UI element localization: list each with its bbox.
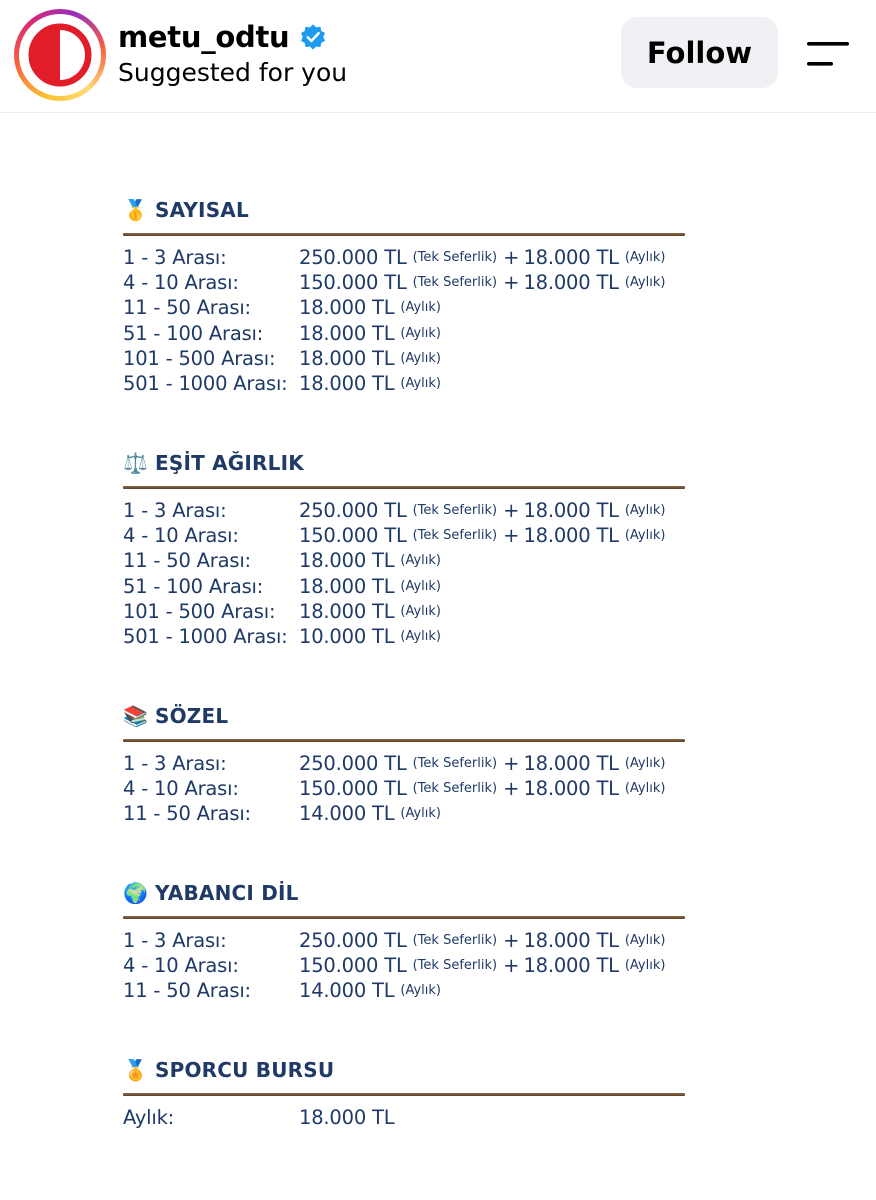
amount-note: (Aylık)	[624, 250, 666, 266]
section-title	[123, 701, 688, 731]
rank-range: 11 - 50 Arası:	[123, 549, 251, 573]
section-divider	[123, 1093, 685, 1096]
table-row	[123, 978, 688, 1003]
amount-primary: 18.000 TL	[299, 372, 395, 396]
amount-secondary: 18.000 TL	[523, 499, 619, 523]
section-divider	[123, 739, 685, 742]
rank-range: 11 - 50 Arası:	[123, 296, 251, 320]
table-row	[123, 295, 688, 320]
amount-note: (Tek Seferlik)	[412, 250, 498, 266]
amount-primary: 18.000 TL	[299, 574, 395, 598]
amount-primary: 18.000 TL	[299, 1106, 395, 1130]
table-row	[123, 245, 688, 270]
username[interactable]: metu_odtu	[118, 20, 290, 54]
amount-note: (Aylık)	[400, 325, 442, 341]
rank-range: 1 - 3 Arası:	[123, 499, 227, 523]
table-row	[123, 371, 688, 396]
table-row	[123, 599, 688, 624]
rank-range: 1 - 3 Arası:	[123, 752, 227, 776]
amount-primary: 14.000 TL	[299, 979, 395, 1003]
amount-primary: 250.000 TL	[299, 246, 407, 270]
section-rows	[123, 928, 688, 1004]
section-title-text: SAYISAL	[155, 198, 249, 222]
suggested-label: Suggested for you	[118, 58, 348, 87]
scholarship-section	[123, 878, 688, 1004]
rank-range: 101 - 500 Arası:	[123, 599, 276, 623]
amount-note: (Aylık)	[624, 528, 666, 544]
amount-note: (Aylık)	[400, 983, 442, 999]
amount-secondary: 18.000 TL	[523, 777, 619, 801]
section-emoji-icon: 🏅	[123, 1058, 149, 1082]
amount-primary: 18.000 TL	[299, 599, 395, 623]
plus-sign: +	[503, 246, 520, 270]
plus-sign: +	[503, 752, 520, 776]
amount-secondary: 18.000 TL	[523, 929, 619, 953]
amount-secondary: 18.000 TL	[523, 246, 619, 270]
table-row	[123, 346, 688, 371]
avatar[interactable]	[14, 9, 106, 101]
amount-note: (Tek Seferlik)	[412, 756, 498, 772]
plus-sign: +	[503, 777, 520, 801]
amount-note: (Tek Seferlik)	[412, 781, 498, 797]
table-row	[123, 776, 688, 801]
amount-primary: 18.000 TL	[299, 346, 395, 370]
rank-range: 501 - 1000 Arası:	[123, 625, 288, 649]
rank-range: 11 - 50 Arası:	[123, 802, 251, 826]
amount-note: (Tek Seferlik)	[412, 503, 498, 519]
table-row	[123, 928, 688, 953]
table-row	[123, 321, 688, 346]
amount-primary: 14.000 TL	[299, 802, 395, 826]
amount-note: (Aylık)	[400, 603, 442, 619]
amount-note: (Tek Seferlik)	[412, 275, 498, 291]
section-title-text: EŞİT AĞIRLIK	[155, 451, 304, 475]
section-title-text: SÖZEL	[155, 704, 229, 728]
amount-note: (Tek Seferlik)	[412, 528, 498, 544]
table-row	[123, 1105, 688, 1130]
amount-primary: 250.000 TL	[299, 929, 407, 953]
amount-primary: 150.000 TL	[299, 954, 407, 978]
table-row	[123, 270, 688, 295]
amount-note: (Aylık)	[624, 958, 666, 974]
amount-note: (Aylık)	[624, 275, 666, 291]
amount-note: (Aylık)	[400, 629, 442, 645]
amount-primary: 250.000 TL	[299, 752, 407, 776]
section-rows	[123, 245, 688, 396]
amount-primary: 18.000 TL	[299, 549, 395, 573]
rank-range: 4 - 10 Arası:	[123, 954, 239, 978]
rank-range: 101 - 500 Arası:	[123, 346, 276, 370]
table-row	[123, 751, 688, 776]
section-divider	[123, 233, 685, 236]
amount-secondary: 18.000 TL	[523, 271, 619, 295]
scholarship-section	[123, 195, 688, 396]
verified-badge-icon	[299, 23, 327, 51]
rank-range: 4 - 10 Arası:	[123, 271, 239, 295]
rank-range: 1 - 3 Arası:	[123, 929, 227, 953]
amount-note: (Aylık)	[400, 806, 442, 822]
scholarship-section	[123, 1055, 688, 1130]
menu-icon[interactable]	[804, 40, 852, 70]
section-divider	[123, 486, 685, 489]
amount-secondary: 18.000 TL	[523, 954, 619, 978]
rank-range: 11 - 50 Arası:	[123, 979, 251, 1003]
amount-primary: 150.000 TL	[299, 271, 407, 295]
amount-note: (Aylık)	[624, 503, 666, 519]
follow-button[interactable]: Follow	[621, 17, 778, 88]
plus-sign: +	[503, 499, 520, 523]
section-title-text: SPORCU BURSU	[155, 1058, 335, 1082]
amount-primary: 150.000 TL	[299, 777, 407, 801]
amount-note: (Aylık)	[400, 553, 442, 569]
section-emoji-icon: ⚖️	[123, 451, 149, 475]
plus-sign: +	[503, 954, 520, 978]
amount-note: (Aylık)	[400, 350, 442, 366]
amount-note: (Aylık)	[624, 781, 666, 797]
post-header	[0, 0, 876, 113]
amount-note: (Tek Seferlik)	[412, 958, 498, 974]
amount-note: (Aylık)	[624, 933, 666, 949]
section-divider	[123, 916, 685, 919]
section-title	[123, 448, 688, 478]
scholarship-section	[123, 701, 688, 827]
amount-note: (Aylık)	[400, 578, 442, 594]
section-rows	[123, 1105, 688, 1130]
amount-primary: 18.000 TL	[299, 296, 395, 320]
amount-primary: 250.000 TL	[299, 499, 407, 523]
rank-range: 501 - 1000 Arası:	[123, 372, 288, 396]
metu-logo-icon	[26, 21, 94, 89]
section-emoji-icon: 📚	[123, 704, 149, 728]
section-rows	[123, 498, 688, 649]
amount-secondary: 18.000 TL	[523, 524, 619, 548]
plus-sign: +	[503, 271, 520, 295]
section-title	[123, 1055, 688, 1085]
scholarship-section	[123, 448, 688, 649]
table-row	[123, 624, 688, 649]
rank-range: 1 - 3 Arası:	[123, 246, 227, 270]
rank-range: 4 - 10 Arası:	[123, 777, 239, 801]
plus-sign: +	[503, 524, 520, 548]
rank-range: 51 - 100 Arası:	[123, 574, 264, 598]
amount-primary: 18.000 TL	[299, 321, 395, 345]
post-image	[0, 113, 876, 1200]
section-emoji-icon: 🌍	[123, 881, 149, 905]
section-title	[123, 878, 688, 908]
table-row	[123, 953, 688, 978]
plus-sign: +	[503, 929, 520, 953]
amount-note: (Aylık)	[400, 300, 442, 316]
amount-secondary: 18.000 TL	[523, 752, 619, 776]
table-row	[123, 574, 688, 599]
table-row	[123, 548, 688, 573]
section-emoji-icon: 🥇	[123, 198, 149, 222]
amount-primary: 10.000 TL	[299, 625, 395, 649]
table-row	[123, 801, 688, 826]
section-title-text: YABANCI DİL	[155, 881, 299, 905]
section-rows	[123, 751, 688, 827]
rank-range: Aylık:	[123, 1106, 175, 1130]
table-row	[123, 523, 688, 548]
rank-range: 4 - 10 Arası:	[123, 524, 239, 548]
amount-note: (Aylık)	[624, 756, 666, 772]
section-title	[123, 195, 688, 225]
rank-range: 51 - 100 Arası:	[123, 321, 264, 345]
amount-note: (Tek Seferlik)	[412, 933, 498, 949]
table-row	[123, 498, 688, 523]
amount-primary: 150.000 TL	[299, 524, 407, 548]
amount-note: (Aylık)	[400, 376, 442, 392]
